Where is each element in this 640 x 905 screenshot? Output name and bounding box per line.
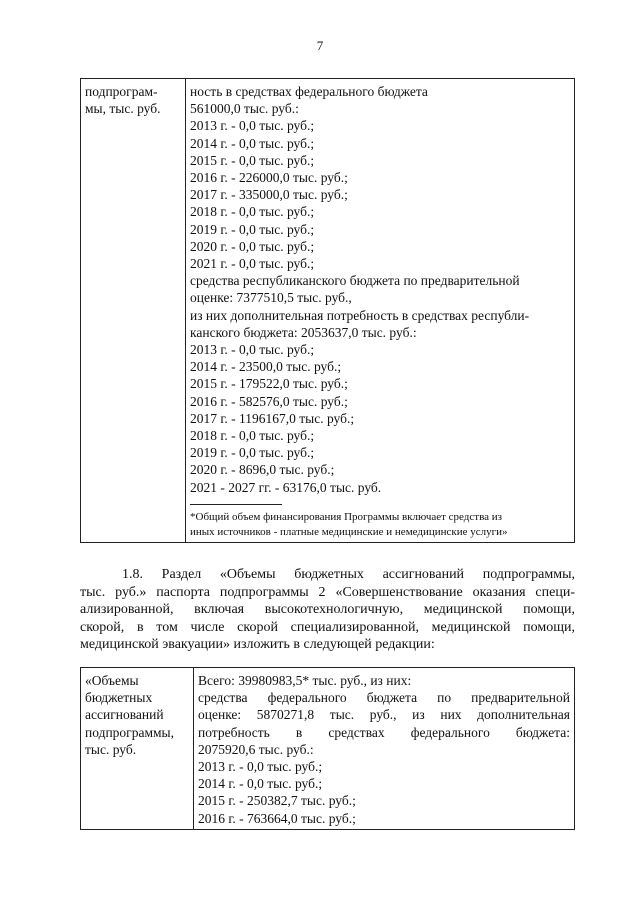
value-line: 2015 г. - 179522,0 тыс. руб.; (190, 376, 348, 392)
value-line: потребность в средствах федерального бюджета: (198, 724, 570, 740)
table-value-cell (194, 668, 575, 830)
value-line: 2013 г. - 0,0 тыс. руб.; (198, 759, 323, 775)
funding-table-new (80, 667, 575, 830)
paragraph-line: медицинской эвакуации» изложить в следующей редакции: (80, 637, 435, 653)
value-line: 2017 г. - 1196167,0 тыс. руб.; (190, 410, 355, 426)
value-line: средства республиканского бюджета по предварительной (190, 273, 520, 289)
page-number: 7 (316, 38, 324, 53)
paragraph-line: ализированной, включая высокотехнологичную, медицинской помощи, (80, 602, 575, 618)
label-line: тыс. руб. (85, 741, 137, 757)
label-line: ассигнований (85, 707, 164, 723)
table-value-cell (186, 79, 575, 543)
value-line: 2014 г. - 0,0 тыс. руб.; (190, 135, 315, 151)
value-line: 2018 г. - 0,0 тыс. руб.; (190, 204, 315, 220)
footnote-divider (190, 504, 282, 505)
label-line: подпрограм- (85, 84, 158, 99)
value-line: 2015 г. - 250382,7 тыс. руб.; (198, 793, 356, 809)
table-label-cell (81, 79, 186, 543)
value-line: 2019 г. - 0,0 тыс. руб.; (190, 221, 315, 237)
value-line: 2021 - 2027 гг. - 63176,0 тыс. руб. (190, 479, 382, 495)
value-line: 2016 г. - 226000,0 тыс. руб.; (190, 170, 348, 186)
table-label-cell (81, 668, 194, 830)
value-line: 2075920,6 тыс. руб.: (198, 741, 314, 757)
value-line: 561000,0 тыс. руб.: (190, 101, 299, 117)
label-line: «Объемы (85, 673, 139, 688)
label-line: мы, тыс. руб. (85, 101, 161, 117)
value-line: 2019 г. - 0,0 тыс. руб.; (190, 445, 315, 461)
footnote-line: *Общий объем финансирования Программы включает средства из (190, 510, 502, 523)
value-line: 2013 г. - 0,0 тыс. руб.; (190, 118, 315, 134)
value-line: из них дополнительная потребность в средствах республи- (190, 307, 530, 323)
paragraph-line: скорой, в том числе скорой специализированной, медицинской помощи, (80, 619, 575, 635)
paragraph-line: 1.8. Раздел «Объемы бюджетных ассигнований подпрограммы, (122, 567, 575, 582)
label-line: бюджетных (85, 690, 153, 706)
value-line: 2014 г. - 23500,0 тыс. руб.; (190, 359, 342, 375)
value-line: 2015 г. - 0,0 тыс. руб.; (190, 152, 315, 168)
label-line: подпрограммы, (85, 724, 174, 740)
funding-table-continued (80, 78, 575, 543)
value-line: Всего: 39980983,5* тыс. руб., из них: (198, 673, 412, 688)
table-row (81, 79, 575, 543)
value-line: 2020 г. - 8696,0 тыс. руб.; (190, 462, 335, 478)
value-line: оценке: 5870271,8 тыс. руб., из них дополнительная (198, 707, 570, 723)
value-line: 2017 г. - 335000,0 тыс. руб.; (190, 187, 348, 203)
value-line: ность в средствах федерального бюджета (190, 84, 428, 99)
value-line: 2014 г. - 0,0 тыс. руб.; (198, 776, 323, 792)
value-line: канского бюджета: 2053637,0 тыс. руб.: (190, 324, 417, 340)
value-line: оценке: 7377510,5 тыс. руб., (190, 290, 352, 306)
value-line: 2020 г. - 0,0 тыс. руб.; (190, 238, 315, 254)
paragraph-line: тыс. руб.» паспорта подпрограммы 2 «Совершенствование оказания специ- (80, 584, 575, 600)
value-line: 2021 г. - 0,0 тыс. руб.; (190, 256, 315, 272)
value-line: 2013 г. - 0,0 тыс. руб.; (190, 342, 315, 358)
value-line: 2016 г. - 763664,0 тыс. руб.; (198, 810, 356, 826)
value-line: средства федерального бюджета по предварительной (198, 690, 570, 706)
table-row (81, 668, 575, 830)
value-line: 2018 г. - 0,0 тыс. руб.; (190, 428, 315, 444)
footnote-line: иных источников - платные медицинские и немедицинские услуги» (190, 525, 508, 538)
amendment-paragraph (80, 566, 575, 654)
value-line: 2016 г. - 582576,0 тыс. руб.; (190, 393, 348, 409)
